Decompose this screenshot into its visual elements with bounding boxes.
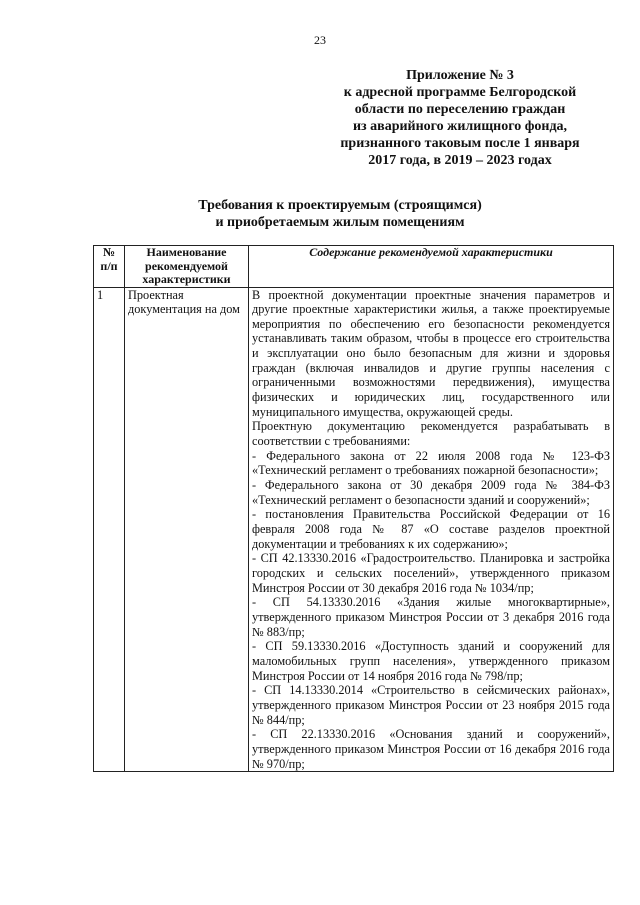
- content-list-item: - Федерального закона от 30 декабря 2009 года № 384-ФЗ «Технический регламент о безопасности зданий и сооружений»;: [252, 478, 610, 507]
- content-list-item: - постановления Правительства Российской Федерации от 16 февраля 2008 года № 87 «О составе разделов проектной документации и требованиях к их содержанию»;: [252, 507, 610, 551]
- appendix-line: области по переселению граждан: [354, 102, 566, 117]
- requirements-table: [93, 245, 614, 772]
- content-list-item: - СП 54.13330.2016 «Здания жилые многоквартирные», утвержденного приказом Минстроя России от 3 декабря 2016 года № 883/пр;: [252, 595, 610, 639]
- row-characteristic-content: [249, 287, 614, 772]
- appendix-line: Приложение № 3: [406, 68, 514, 83]
- appendix-line: из аварийного жилищного фонда,: [352, 119, 568, 134]
- row-number: 1: [94, 287, 125, 772]
- content-list-item: - СП 42.13330.2016 «Градостроительство. Планировка и застройка городских и сельских поселений», утвержденного приказом Минстроя России от 30 декабря 2016 года № 1034/пр;: [252, 551, 610, 595]
- appendix-line: 2017 года, в 2019 – 2023 годах: [368, 153, 552, 168]
- header-characteristic-name: Наименование рекомендуемой характеристики: [125, 246, 249, 288]
- row-characteristic-name: Проектная документация на дом: [125, 287, 249, 772]
- appendix-line: к адресной программе Белгородской: [343, 85, 577, 100]
- content-list-item: - СП 59.13330.2016 «Доступность зданий и сооружений для маломобильных групп населения», утвержденного приказом Минстроя России от 14 ноября 2016 года № 798/пр;: [252, 639, 610, 683]
- document-title: [0, 197, 640, 231]
- page-number: 23: [314, 33, 326, 47]
- table-row: [94, 287, 614, 772]
- appendix-heading: [330, 67, 590, 169]
- content-list-item: - СП 22.13330.2016 «Основания зданий и сооружений», утвержденного приказом Минстроя России от 16 декабря 2016 года № 970/пр;: [252, 727, 610, 771]
- content-list-item: - СП 14.13330.2014 «Строительство в сейсмических районах», утвержденного приказом Минстроя России от 23 ноября 2015 года № 844/пр;: [252, 683, 610, 727]
- table-header-row: [94, 246, 614, 288]
- content-list-item: - Федерального закона от 22 июля 2008 года № 123-ФЗ «Технический регламент о требованиях пожарной безопасности»;: [252, 448, 610, 478]
- title-line: и приобретаемым жилым помещениям: [215, 215, 465, 230]
- header-characteristic-content: Содержание рекомендуемой характеристики: [249, 246, 614, 288]
- header-number: № п/п: [94, 246, 125, 288]
- appendix-line: признанного таковым после 1 января: [340, 136, 580, 151]
- content-paragraph: В проектной документации проектные значения параметров и другие проектные характеристики жилья, а также проектируемые мероприятия по обеспечению его безопасности рекомендуется устанавливать таким образом, чтобы в процессе его строительства и эксплуатации оно было безопасным для жизни и здоровья граждан (включая инвалидов и другие группы населения с ограниченными возможностями передвижения), имущества физических и юридических лиц, государственного или муниципального имущества, окружающей среды.: [252, 287, 610, 419]
- title-line: Требования к проектируемым (строящимся): [198, 198, 482, 213]
- content-paragraph: Проектную документацию рекомендуется разрабатывать в соответствии с требованиями:: [252, 419, 610, 449]
